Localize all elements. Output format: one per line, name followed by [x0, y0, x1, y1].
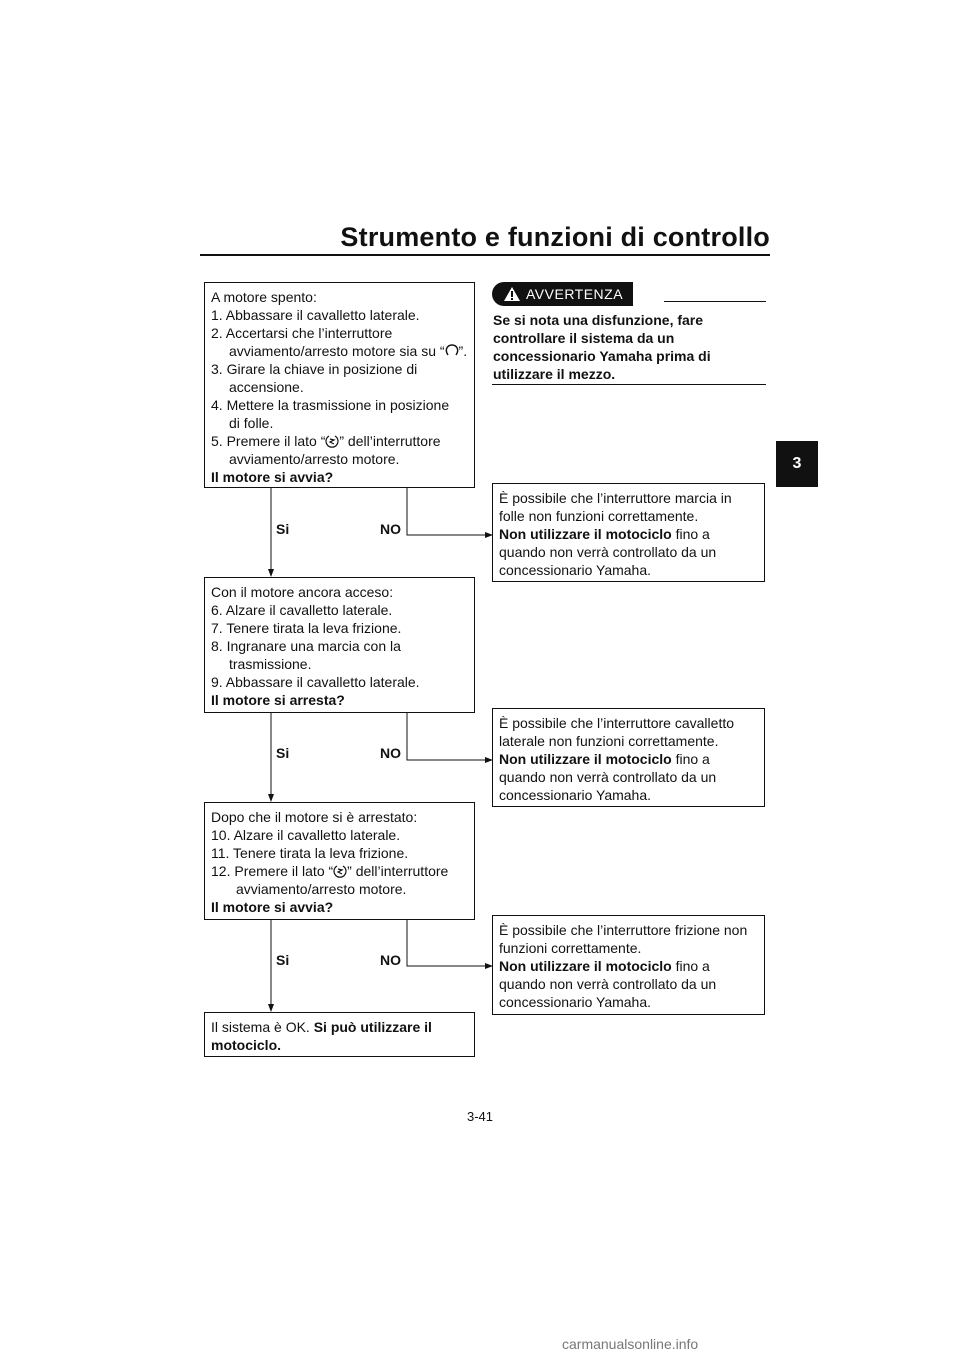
- step1-line5a: 5. Premere il lato “ ” dell’interruttore: [211, 433, 441, 449]
- step2-line8b: trasmissione.: [229, 656, 312, 672]
- ok-box: [204, 1012, 475, 1057]
- fail1-line4: quando non verrà controllato da un: [499, 544, 717, 560]
- warning-header: [492, 282, 766, 306]
- fail2-line2: laterale non funzioni correttamente.: [499, 733, 719, 749]
- no-label-1: NO: [380, 521, 401, 537]
- chapter-tab: 3: [776, 441, 818, 487]
- step2-intro: Con il motore ancora acceso:: [211, 584, 394, 600]
- fail-box-2: [492, 708, 765, 807]
- fail1-line3: Non utilizzare il motociclo fino a: [499, 526, 710, 542]
- no-label-3: NO: [380, 952, 401, 968]
- warning-badge: [492, 282, 633, 306]
- start-switch-icon: [325, 434, 339, 448]
- ok-bold-text: Si può utilizzare il motociclo.: [211, 1019, 432, 1053]
- step1-question: Il motore si avvia?: [211, 469, 334, 485]
- step3-line12a: 12. Premere il lato “ ” dell’interruttore: [211, 863, 449, 879]
- fail-box-3: [492, 915, 765, 1015]
- step3-line11: 11. Tenere tirata la leva frizione.: [211, 845, 409, 861]
- step2-question: Il motore si arresta?: [211, 692, 345, 708]
- fail2-line3: Non utilizzare il motociclo fino a: [499, 751, 710, 767]
- run-symbol-icon: [445, 344, 459, 357]
- yes-label-1: Si: [276, 521, 290, 537]
- fail3-line2: funzioni correttamente.: [499, 940, 642, 956]
- step3-intro: Dopo che il motore si è arrestato:: [211, 809, 418, 825]
- step1-line2b: avviamento/arresto motore sia su “ ”.: [229, 343, 468, 359]
- yes-label-2: Si: [276, 745, 290, 761]
- step3-line12b: avviamento/arresto motore.: [236, 881, 407, 897]
- start-switch-icon: [333, 864, 347, 878]
- step-box-1: [204, 282, 475, 488]
- warning-header-line: [664, 301, 766, 302]
- watermark: carmanualsonline.info: [562, 1336, 699, 1352]
- fail2-line5: concessionario Yamaha.: [499, 787, 652, 803]
- ok-text: Il sistema è OK.: [211, 1019, 314, 1035]
- step-box-2: [204, 577, 475, 713]
- fail2-line4: quando non verrà controllato da un: [499, 769, 717, 785]
- fail3-line5: concessionario Yamaha.: [499, 994, 652, 1010]
- step1-line3b: accensione.: [229, 379, 304, 395]
- page-number: 3-41: [466, 1109, 494, 1124]
- no-arrow-2: [407, 712, 492, 760]
- fail3-line3: Non utilizzare il motociclo fino a: [499, 958, 710, 974]
- step2-line7: 7. Tenere tirata la leva frizione.: [211, 620, 402, 636]
- warning-label: AVVERTENZA: [526, 286, 624, 302]
- no-arrow-1: [407, 487, 492, 535]
- step1-line5b: avviamento/arresto motore.: [229, 451, 400, 467]
- fail2-line1: È possibile che l’interruttore cavalletto: [499, 715, 735, 731]
- yes-label-3: Si: [276, 952, 290, 968]
- step1-line1: 1. Abbassare il cavalletto laterale.: [211, 307, 420, 323]
- warning-text: Se si nota una disfunzione, fare controllare il sistema da un concessionario Yamaha prima di utilizzare il mezzo.: [493, 312, 711, 382]
- step3-line10: 10. Alzare il cavalletto laterale.: [211, 827, 401, 843]
- step1-line4a: 4. Mettere la trasmissione in posizione: [211, 397, 450, 413]
- step1-intro: A motore spento:: [211, 289, 317, 305]
- step1-line4b: di folle.: [229, 415, 274, 431]
- fail3-line1: È possibile che l’interruttore frizione non: [499, 922, 748, 938]
- step2-line6: 6. Alzare il cavalletto laterale.: [211, 602, 393, 618]
- warning-rule: [492, 384, 766, 385]
- no-arrow-3: [407, 919, 492, 966]
- no-label-2: NO: [380, 745, 401, 761]
- step-box-3: [204, 802, 475, 920]
- page-title: Strumento e funzioni di controllo: [340, 222, 770, 252]
- step3-question: Il motore si avvia?: [211, 899, 334, 915]
- step2-line8a: 8. Ingranare una marcia con la: [211, 638, 401, 654]
- fail1-line2: folle non funzioni correttamente.: [499, 508, 699, 524]
- fail1-line1: È possibile che l’interruttore marcia in: [499, 490, 732, 506]
- warning-triangle-icon: [503, 286, 521, 302]
- step2-line9: 9. Abbassare il cavalletto laterale.: [211, 674, 420, 690]
- fail1-line5: concessionario Yamaha.: [499, 562, 652, 578]
- step1-line3a: 3. Girare la chiave in posizione di: [211, 361, 418, 377]
- step1-line2a: 2. Accertarsi che l’interruttore: [211, 325, 393, 341]
- fail3-line4: quando non verrà controllato da un: [499, 976, 717, 992]
- fail-box-1: [492, 483, 765, 582]
